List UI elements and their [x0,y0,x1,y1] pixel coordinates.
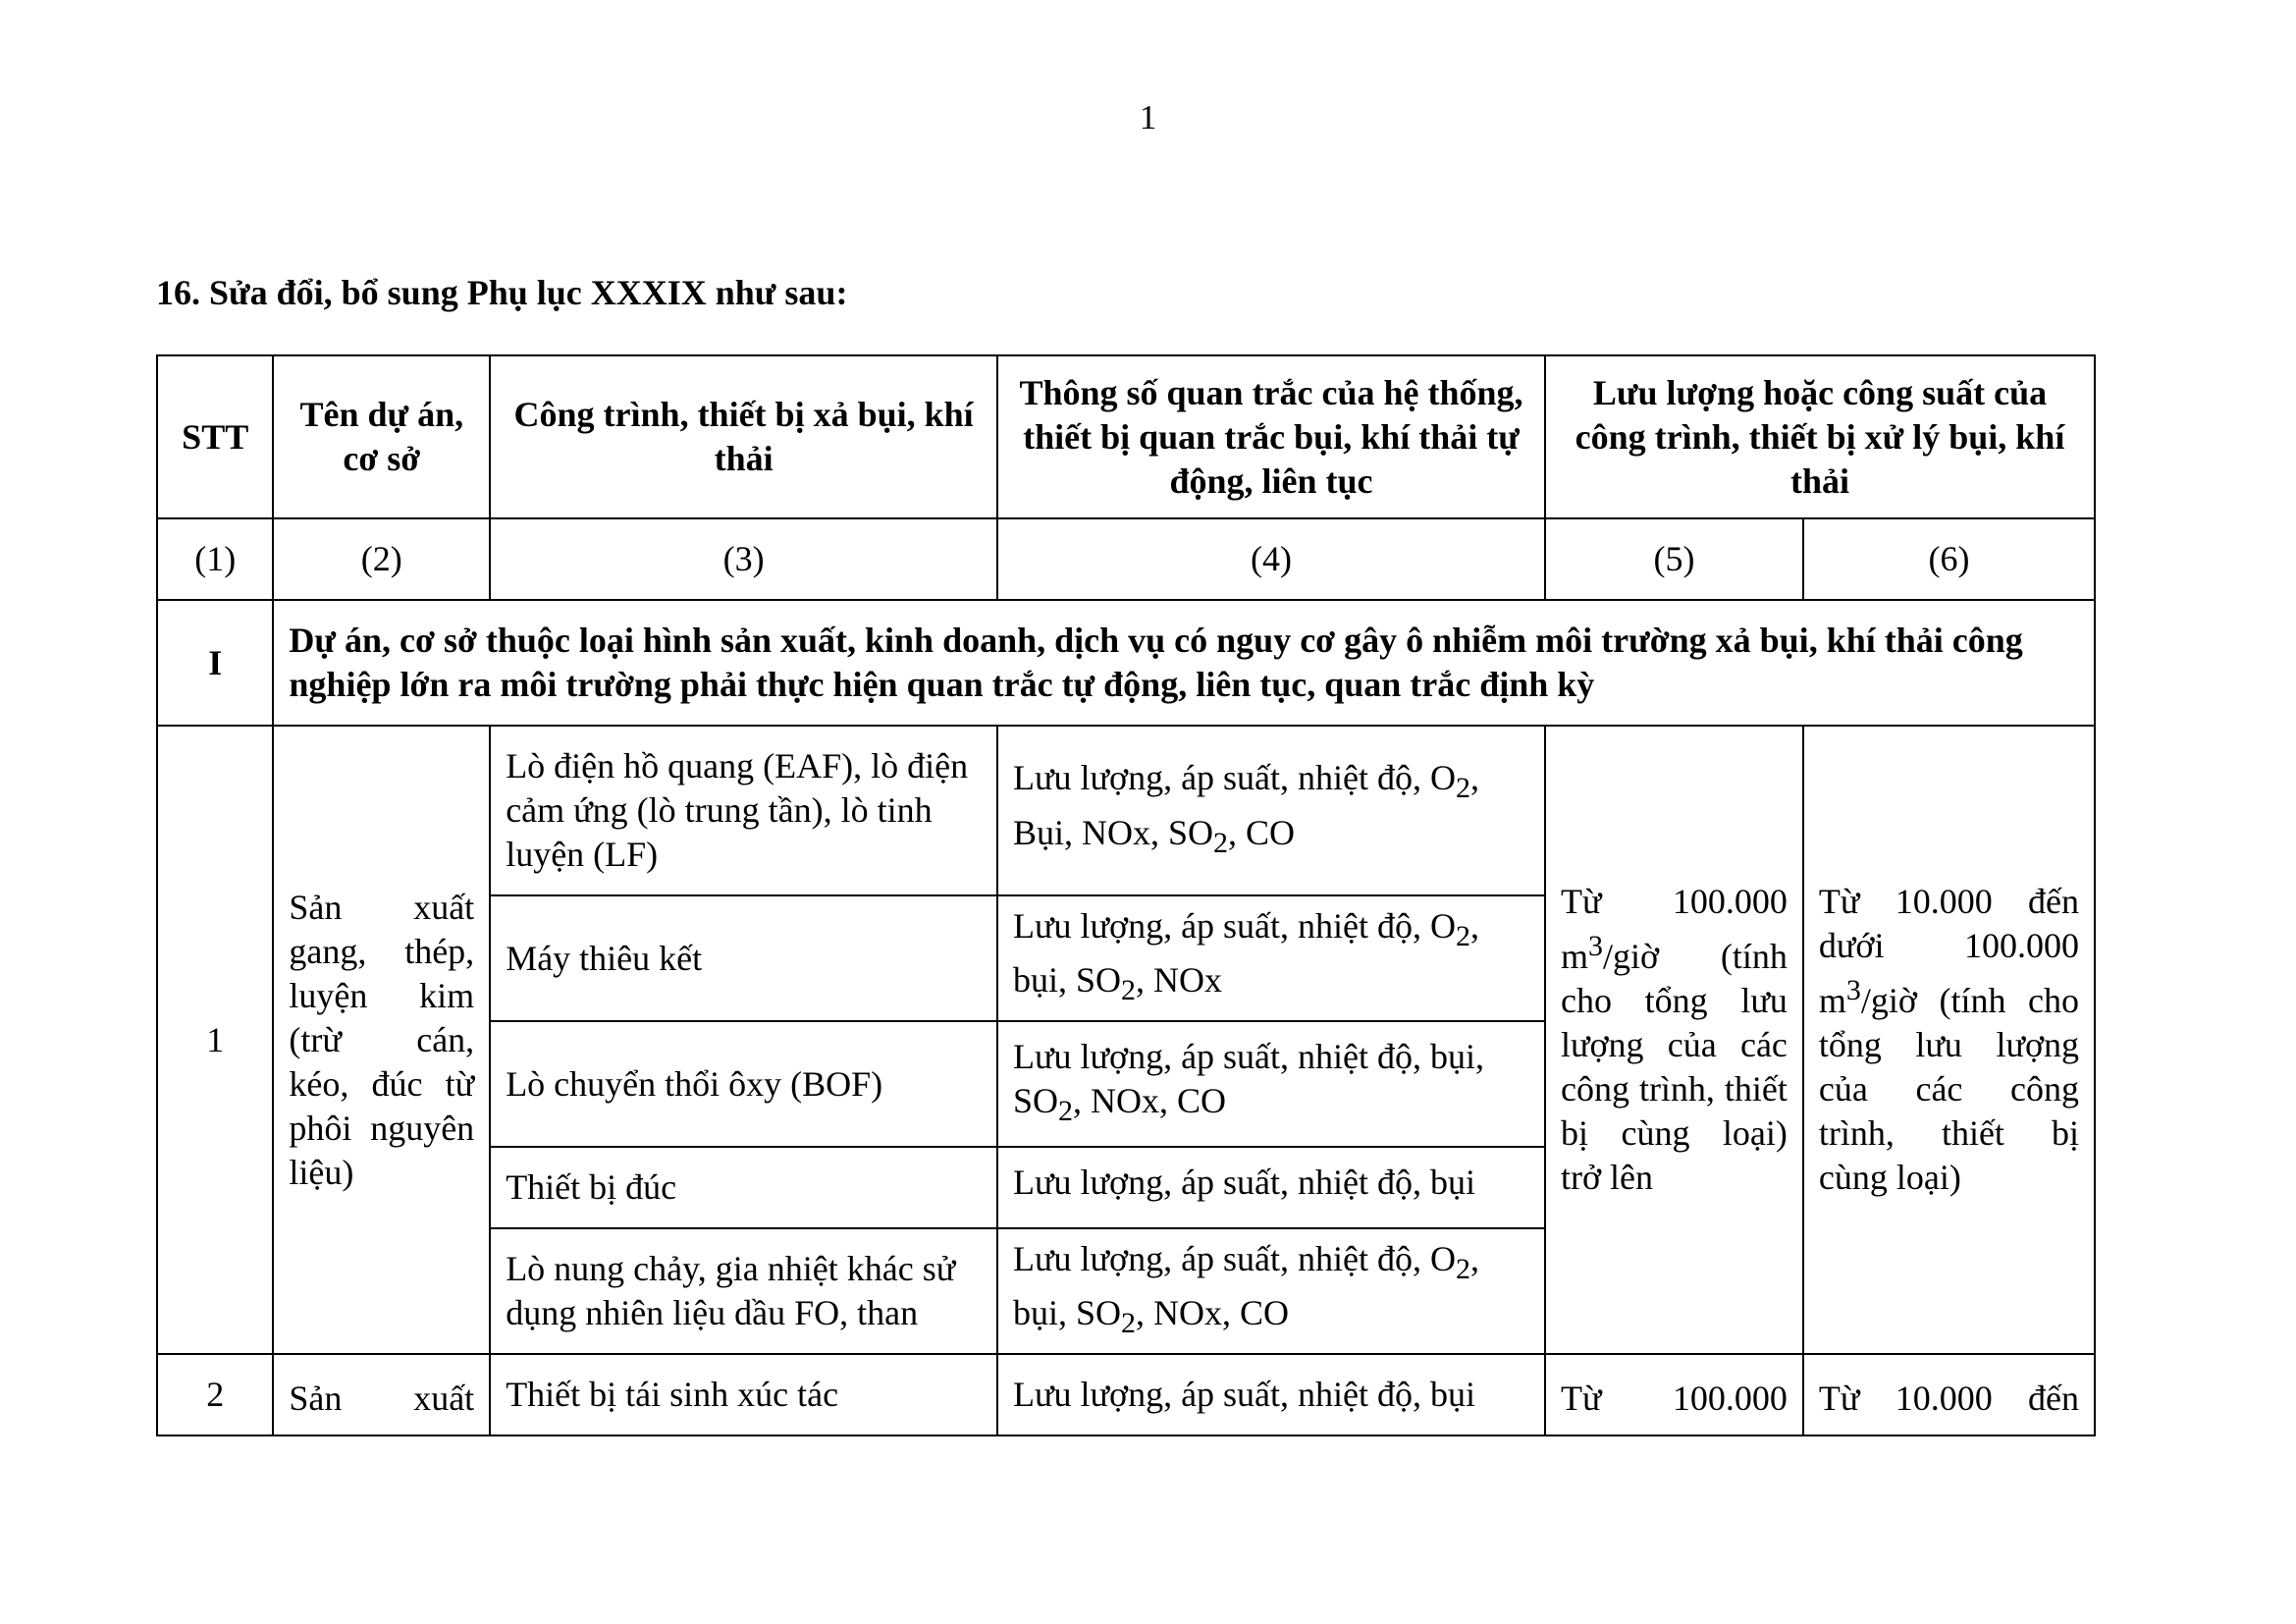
column-number: (3) [490,518,997,600]
header-row [157,355,2095,518]
monitoring-params: Lưu lượng, áp suất, nhiệt độ, $O_2$, Bụi, NOx, $SO_2$, CO [997,726,1545,895]
header-stt: STT [157,355,273,518]
header-flow-capacity: Lưu lượng hoặc công suất của công trình, thiết bị xử lý bụi, khí thải [1545,355,2095,518]
flow-threshold-col6: Từ 10.000 đến [1803,1354,2095,1435]
header-monitoring-params: Thông số quan trắc của hệ thống, thiết bị quan trắc bụi, khí thải tự động, liên tục [997,355,1545,518]
section-row [157,600,2095,726]
monitoring-params: Lưu lượng, áp suất, nhiệt độ, bụi, $SO_2$, NOx, CO [997,1021,1545,1147]
monitoring-params: Lưu lượng, áp suất, nhiệt độ, $O_2$, bụi, $SO_2$, NOx [997,895,1545,1021]
page-number: 1 [1139,98,1157,136]
flow-threshold-col5: Từ 100.000 [1545,1354,1803,1435]
annex-table [156,354,2096,1436]
column-number-row [157,518,2095,600]
flow-threshold-col6: Từ 10.000 đến dưới 100.000 $m^3$/giờ (tính cho tổng lưu lượng của các công trình, thiết bị cùng loại) [1803,726,2095,1354]
monitoring-params: Lưu lượng, áp suất, nhiệt độ, bụi [997,1147,1545,1228]
column-number: (5) [1545,518,1803,600]
equipment-name: Lò nung chảy, gia nhiệt khác sử dụng nhiên liệu dầu FO, than [490,1228,997,1354]
header-equipment: Công trình, thiết bị xả bụi, khí thải [490,355,997,518]
equipment-name: Thiết bị đúc [490,1147,997,1228]
column-number: (4) [997,518,1545,600]
table-row [157,726,2095,895]
project-name: Sản xuất gang, thép, luyện kim (trừ cán, kéo, đúc từ phôi nguyên liệu) [273,726,490,1354]
column-number: (6) [1803,518,2095,600]
equipment-name: Lò điện hồ quang (EAF), lò điện cảm ứng (lò trung tần), lò tinh luyện (LF) [490,726,997,895]
column-number: (1) [157,518,273,600]
header-project-name: Tên dự án, cơ sở [273,355,490,518]
equipment-name: Máy thiêu kết [490,895,997,1021]
section-heading: 16. Sửa đổi, bổ sung Phụ lục XXXIX như sau: [156,273,848,312]
section-title: Dự án, cơ sở thuộc loại hình sản xuất, kinh doanh, dịch vụ có nguy cơ gây ô nhiễm môi trường xả bụi, khí thải công nghiệp lớn ra môi trường phải thực hiện quan trắc tự động, liên tục, quan trắc định kỳ [273,600,2095,726]
monitoring-params: Lưu lượng, áp suất, nhiệt độ, bụi [997,1354,1545,1435]
row-stt: 1 [157,726,273,1354]
column-number: (2) [273,518,490,600]
monitoring-params: Lưu lượng, áp suất, nhiệt độ, $O_2$, bụi, $SO_2$, NOx, CO [997,1228,1545,1354]
row-stt: 2 [157,1354,273,1435]
project-name: Sản xuất [273,1354,490,1435]
equipment-name: Thiết bị tái sinh xúc tác [490,1354,997,1435]
flow-threshold-col5: Từ 100.000 $m^3$/giờ (tính cho tổng lưu lượng của các công trình, thiết bị cùng loại) trở lên [1545,726,1803,1354]
table-row [157,1354,2095,1435]
section-number: I [157,600,273,726]
equipment-name: Lò chuyển thổi ôxy (BOF) [490,1021,997,1147]
